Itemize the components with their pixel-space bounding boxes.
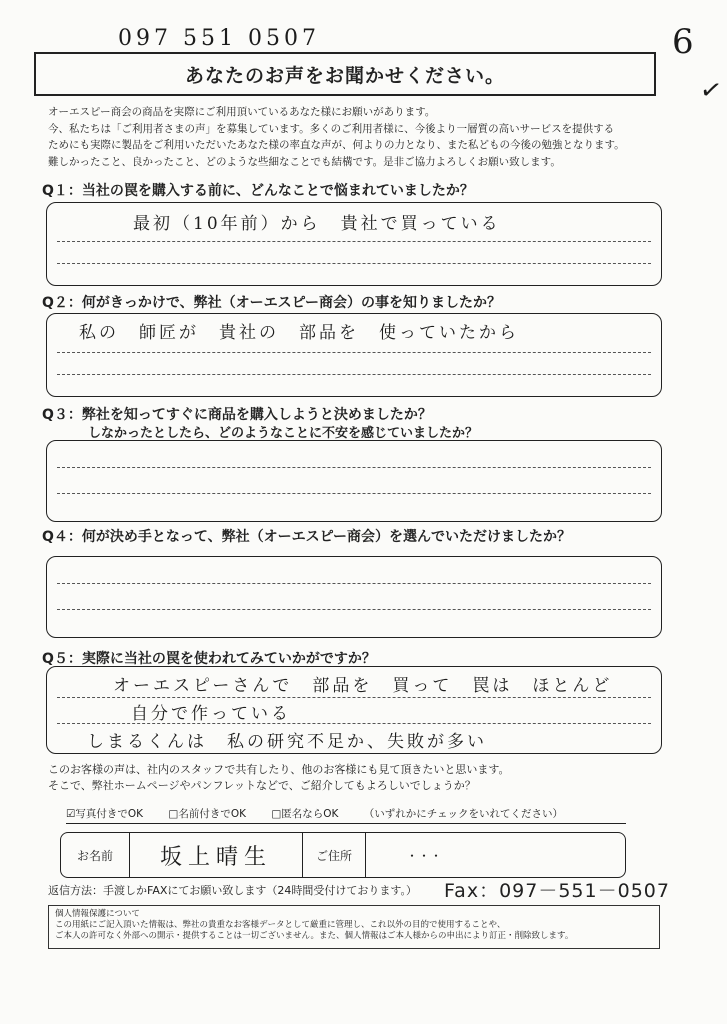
anonymous-ok-checkbox[interactable]: □匿名ならOK [271,808,339,820]
return-method [48,880,678,902]
return-method-text: 返信方法：手渡しかFAXにてお願い致します（24時間受付けております。） [48,884,417,897]
question-4-label: Q４：何が決め手となって、弊社（オーエスピー商会）を選んでいただけましたか？ [42,529,572,545]
answer-1-line-1: 最初（10年前）から 貴社で買っている [133,214,501,234]
contact-box [60,832,626,878]
fax-number: Fax：097－551－0507 [444,880,670,902]
consent-text [48,762,509,794]
answer-5-line-3: しまるくんは 私の研究不足か、失敗が多い [87,732,487,752]
intro-line: 難しかったこと、良かったこと、どのような些細なことでも結構です。是非ご協力よろしくお願い致します。 [48,155,561,168]
intro-text [48,104,668,170]
name-ok-checkbox[interactable]: □名前付きでOK [168,808,246,820]
page-title: あなたのお声をお聞かせください。 [34,52,656,96]
name-label: お名前 [61,833,130,877]
question-5-label: Q５：実際に当社の罠を使われてみていかがですか？ [42,651,376,667]
question-1-label: Q１：当社の罠を購入する前に、どんなことで悩まれていましたか？ [42,183,474,199]
corner-number: 6 [672,22,697,62]
intro-line: オーエスピー商会の商品を実際にご利用頂いているあなた様にお願いがあります。 [48,106,436,118]
answer-5-box[interactable] [46,666,662,754]
photo-ok-checkbox[interactable]: ☑写真付きでOK [66,808,144,820]
question-2-label: Q２：何がきっかけで、弊社（オーエスピー商会）の事を知りましたか？ [42,295,502,311]
answer-4-box[interactable] [46,556,662,638]
privacy-line: 個人情報保護について [55,909,140,919]
answer-2-line-1: 私の 師匠が 貴社の 部品を 使っていたから [79,323,519,343]
answer-5-line-2: 自分で作っている [131,704,291,724]
consent-line-1: このお客様の声は、社内のスタッフで共有したり、他のお客様にも見て頂きたいと思います。 [48,763,510,776]
handwritten-phone: 097 551 0507 [118,26,320,51]
intro-line: ためにも実際に製品をご利用いただいたあなた様の率直な声が、何よりの力となり、また私どもの今後の勉強となります。 [48,139,625,151]
permission-checkbox-row [66,806,626,824]
consent-line-2: そこで、弊社ホームページやパンフレットなどで、ご紹介してもよろしいでしょうか？ [48,779,476,792]
question-3-sublabel: しなかったとしたら、どのようなことに不安を感じていましたか？ [88,426,479,441]
name-field[interactable]: 坂上晴生 [130,833,303,877]
intro-line: 今、私たちは「ご利用者さまの声」を募集しています。多くのご利用者様に、今後より一層質の高いサービスを提供する [48,122,615,135]
check-mark-icon: ✓ [697,74,727,108]
privacy-line: この用紙にご記入頂いた情報は、弊社の貴重なお客様データとして厳重に管理し、これ以外の目的で使用することや、 [55,920,506,930]
answer-2-box[interactable] [46,313,662,397]
address-field[interactable]: ・・・ [406,848,443,863]
privacy-notice [48,905,660,949]
address-label: ご住所 [303,833,366,877]
answer-5-line-1: オーエスピーさんで 部品を 買って 罠は ほとんど [113,676,613,696]
answer-3-box[interactable] [46,440,662,522]
question-3-label: Q３：弊社を知ってすぐに商品を購入しようと決めましたか？ [42,407,432,423]
answer-1-box[interactable] [46,202,662,286]
checkbox-note: （いずれかにチェックをいれてください） [363,808,563,820]
privacy-line: ご本人の許可なく外部への開示・提供することは一切ございません。また、個人情報はご本人様からの申出により訂正・削除致します。 [55,931,574,941]
